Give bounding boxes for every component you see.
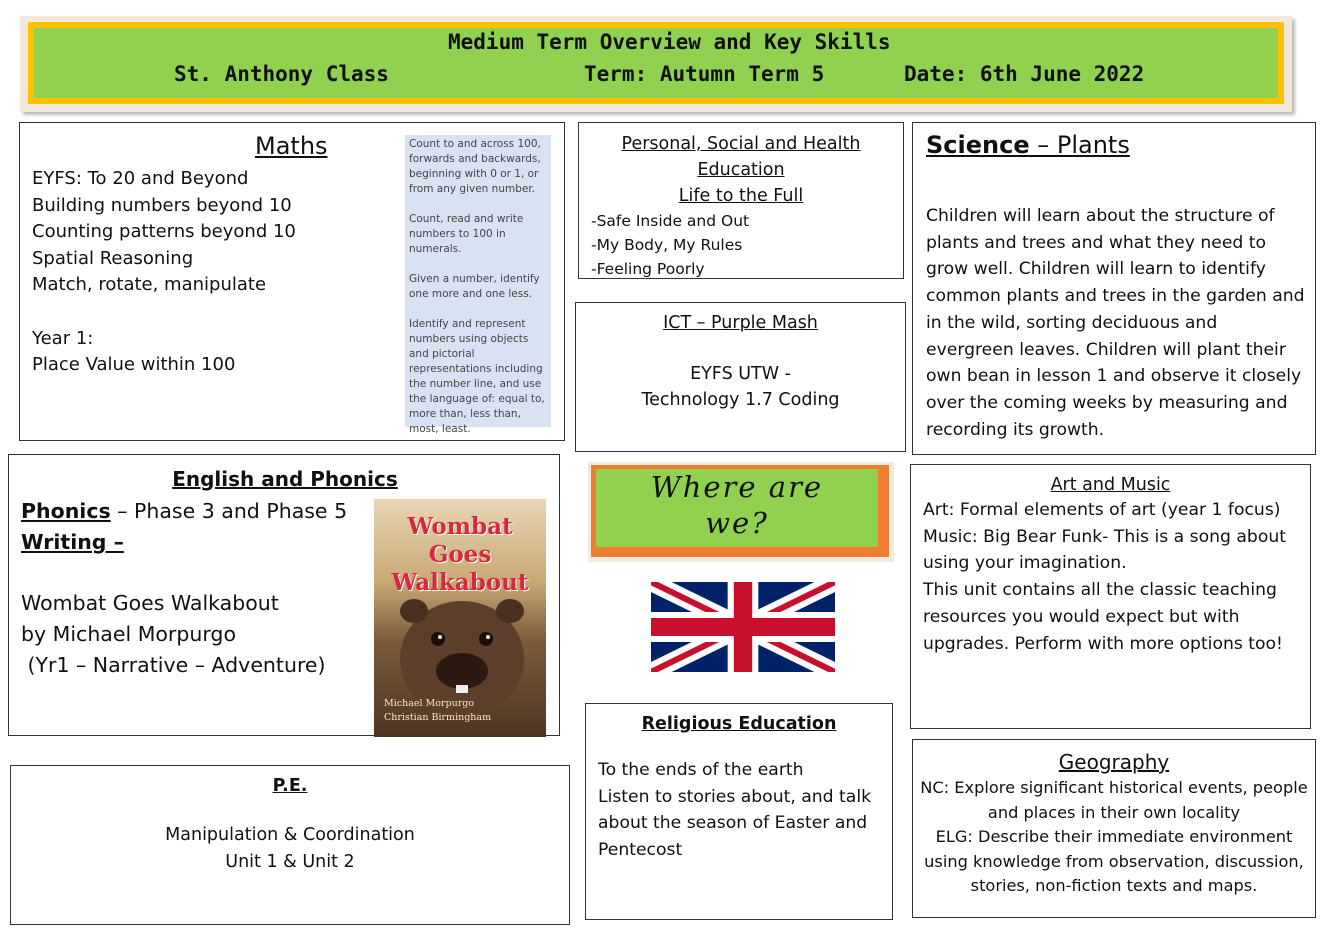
maths-line: Counting patterns beyond 10 xyxy=(32,221,296,242)
union-jack-flag-icon xyxy=(651,582,835,672)
maths-year-value: Place Value within 100 xyxy=(32,354,236,375)
book-title-text: Wombat Goes Walkabout xyxy=(21,591,279,615)
pshe-item: -Feeling Poorly xyxy=(591,260,705,278)
maths-year-label: Year 1: xyxy=(32,327,94,349)
note-item: Count to and across 100, forwards and backwards, beginning with 0 or 1, or from any given number. xyxy=(409,138,541,195)
pshe-title: Personal, Social and Health xyxy=(621,134,861,154)
book-cover-title: Wombat Goes Walkabout xyxy=(391,513,529,596)
note-item: Count, read and write numbers to 100 in numerals. xyxy=(409,213,524,255)
maths-line: EYFS: To 20 and Beyond xyxy=(32,168,249,189)
book-genre-text: (Yr1 – Narrative – Adventure) xyxy=(21,653,326,677)
note-item: Given a number, identify one more and one less. xyxy=(409,273,540,300)
pe-title: P.E. xyxy=(272,776,308,796)
maths-line: Match, rotate, manipulate xyxy=(32,274,267,295)
pshe-item: -My Body, My Rules xyxy=(591,236,743,254)
where-line: we? xyxy=(705,506,769,540)
science-panel xyxy=(912,122,1316,455)
maths-title: Maths xyxy=(255,132,328,160)
science-body: Children will learn about the structure of plants and trees and what they need to grow well. Children will learn to identify common plants and trees in the garden and in the wild, sorting deciduous and evergreen leaves. Children will plant their own bean in lesson 1 and observe it closely over the coming weeks by measuring and recording its growth. xyxy=(926,206,1305,440)
pe-line: Unit 1 & Unit 2 xyxy=(225,852,355,872)
pshe-item: -Safe Inside and Out xyxy=(591,212,750,230)
page-title: Medium Term Overview and Key Skills xyxy=(448,30,891,54)
geography-panel xyxy=(912,739,1316,918)
ict-line: Technology 1.7 Coding xyxy=(641,390,840,410)
where-line: Where are xyxy=(650,470,824,504)
header-banner xyxy=(20,16,1292,112)
re-panel xyxy=(585,703,893,920)
class-name: St. Anthony Class xyxy=(174,62,389,86)
date-label: Date: 6th June 2022 xyxy=(904,62,1145,86)
pe-panel xyxy=(10,765,570,925)
book-author-text: by Michael Morpurgo xyxy=(21,622,236,646)
maths-content xyxy=(32,166,296,379)
english-title: English and Phonics xyxy=(172,467,398,491)
re-body: To the ends of the earth Listen to stories about, and talk about the season of Easter and Pentecost xyxy=(598,760,872,861)
science-title: Science – Plants xyxy=(926,131,1130,159)
book-cover-image xyxy=(374,499,546,737)
ict-title: ICT – Purple Mash xyxy=(663,313,818,333)
pshe-panel xyxy=(578,122,904,279)
phonics-line: Phonics – Phase 3 and Phase 5 xyxy=(21,499,348,523)
maths-line: Spatial Reasoning xyxy=(32,247,194,269)
where-are-we-banner xyxy=(588,462,894,562)
geography-title: Geography xyxy=(1058,750,1170,774)
re-title: Religious Education xyxy=(641,714,837,734)
book-cover-authors: Michael Morpurgo Christian Birmingham xyxy=(384,698,492,723)
art-body: Art: Formal elements of art (year 1 focus) Music: Big Bear Funk- This is a song about using your imagination. This unit contains all the classic teaching resources you would expect but with upgrades. Perform with more options too! xyxy=(923,500,1286,654)
term-label: Term: Autumn Term 5 xyxy=(584,62,825,86)
note-item: Identify and represent numbers using objects and pictorial representations including the number line, and use the language of: equal to, more than, less than, most, least. xyxy=(409,318,545,435)
art-title: Art and Music xyxy=(1050,475,1171,495)
maths-line: Building numbers beyond 10 xyxy=(32,194,292,216)
art-music-panel xyxy=(910,464,1311,729)
geography-body: NC: Explore significant historical events, people and places in their own locality ELG: Describe their immediate environment using knowledge from observation, discussion, stories, non-fiction texts and maps. xyxy=(920,778,1308,895)
pshe-subtitle: Life to the Full xyxy=(678,186,804,206)
ict-line: EYFS UTW - xyxy=(690,364,791,384)
pshe-title-2: Education xyxy=(697,160,785,180)
ict-panel xyxy=(575,302,906,452)
writing-label: Writing – xyxy=(21,530,124,554)
maths-curriculum-notes xyxy=(405,135,551,435)
pe-line: Manipulation & Coordination xyxy=(165,825,415,845)
